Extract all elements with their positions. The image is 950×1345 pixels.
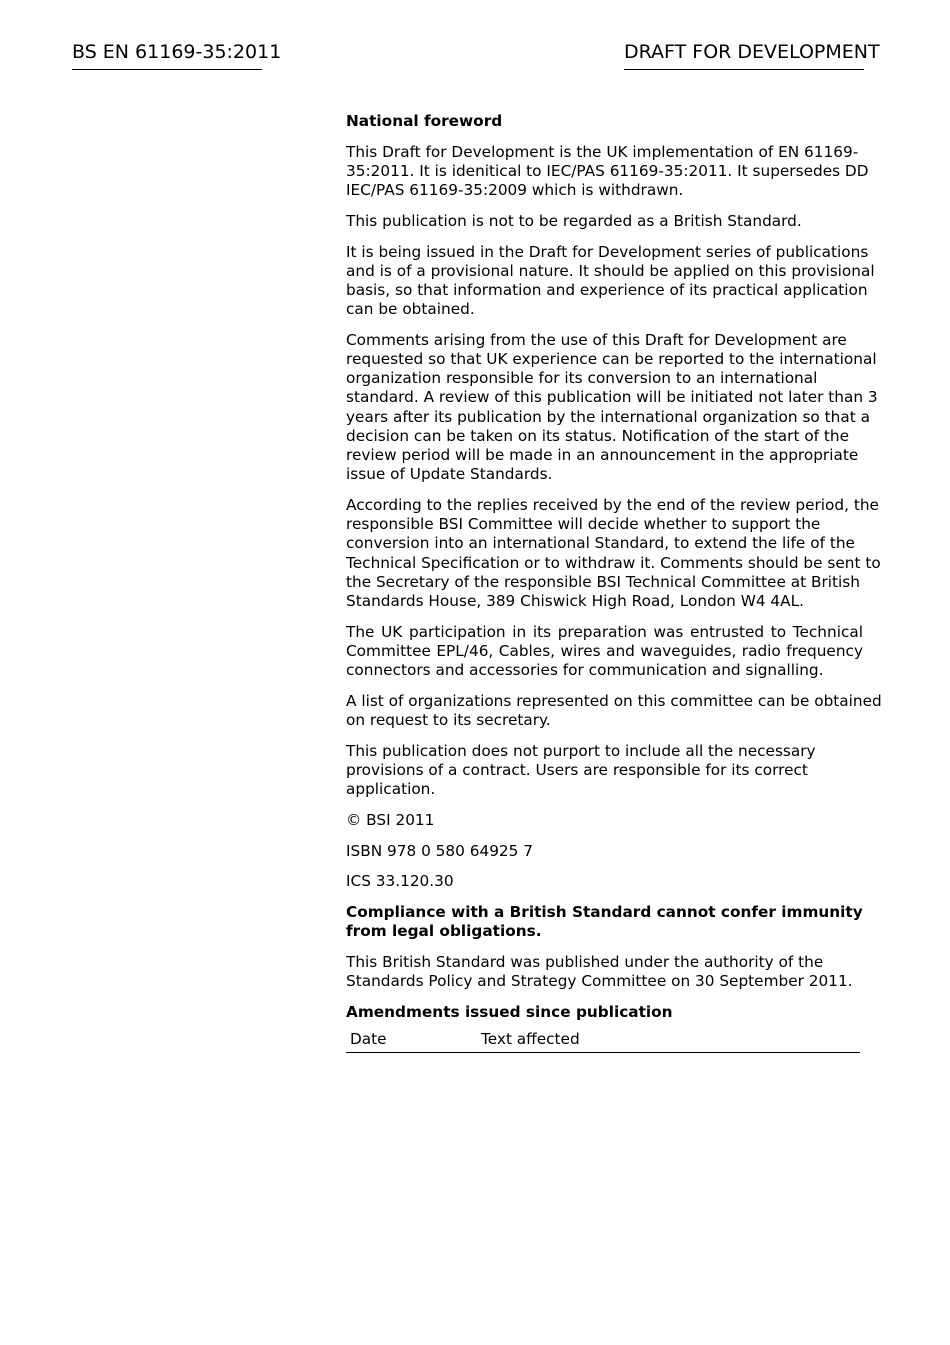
foreword-paragraph-provisions: This publication does not purport to include all the necessary provisions of a contract. Users are responsible for its correct application. xyxy=(346,741,816,799)
foreword-paragraph-organizations: A list of organizations represented on this committee can be obtained on request to its secretary. xyxy=(346,691,882,729)
amendments-column-date: Date xyxy=(346,1030,477,1053)
national-foreword xyxy=(346,112,882,1053)
amendments-title: Amendments issued since publication xyxy=(346,1002,673,1021)
amendments-table xyxy=(346,1030,860,1053)
publication-authority-note: This British Standard was published under the authority of the Standards Policy and Strategy Committee on 30 September 2011. xyxy=(346,952,853,991)
foreword-paragraph-not-standard: This publication is not to be regarded as a British Standard. xyxy=(346,211,802,230)
isbn-number: ISBN 978 0 580 64925 7 xyxy=(346,841,533,860)
foreword-paragraph-provisional: It is being issued in the Draft for Development series of publications and is of a provisional nature. It should be applied on this provisional basis, so that information and experience of its practical application can be obtained. xyxy=(346,242,875,319)
foreword-paragraph-comments: Comments arising from the use of this Draft for Development are requested so that UK experience can be reported to the international organization responsible for its conversion to an international standard. A review of this publication will be initiated not later than 3 years after its publication by the international organization so that a decision can be taken on its status. Notification of the start of the review period will be made in an announcement in the appropriate issue of Update Standards. xyxy=(346,330,878,484)
copyright-notice: © BSI 2011 xyxy=(346,810,435,829)
amendments-column-text-affected: Text affected xyxy=(477,1030,860,1053)
foreword-title: National foreword xyxy=(346,112,503,130)
foreword-paragraph-review: According to the replies received by the end of the review period, the responsible BSI Committee will decide whether to support the conversion into an international Standard, to extend the life of the Technical Specification or to withdraw it. Comments should be sent to the Secretary of the responsible BSI Technical Committee at British Standards House, 389 Chiswick High Road, London W4 4AL. xyxy=(346,495,881,610)
document-type-label: DRAFT FOR DEVELOPMENT xyxy=(624,40,864,70)
foreword-paragraph-committee: The UK participation in its preparation was entrusted to Technical Committee EPL/46, Cables, wires and waveguides, radio frequency connectors and accessories for communication and signalling. xyxy=(346,622,863,680)
compliance-statement: Compliance with a British Standard cannot confer immunity from legal obligations. xyxy=(346,902,863,941)
ics-code: ICS 33.120.30 xyxy=(346,872,454,891)
amendments-header-row xyxy=(346,1030,860,1053)
foreword-paragraph-implementation: This Draft for Development is the UK implementation of EN 61169-35:2011. It is idenitical to IEC/PAS 61169-35:2011. It supersedes DD IEC/PAS 61169-35:2009 which is withdrawn. xyxy=(346,142,869,200)
document-number: BS EN 61169-35:2011 xyxy=(72,40,262,70)
